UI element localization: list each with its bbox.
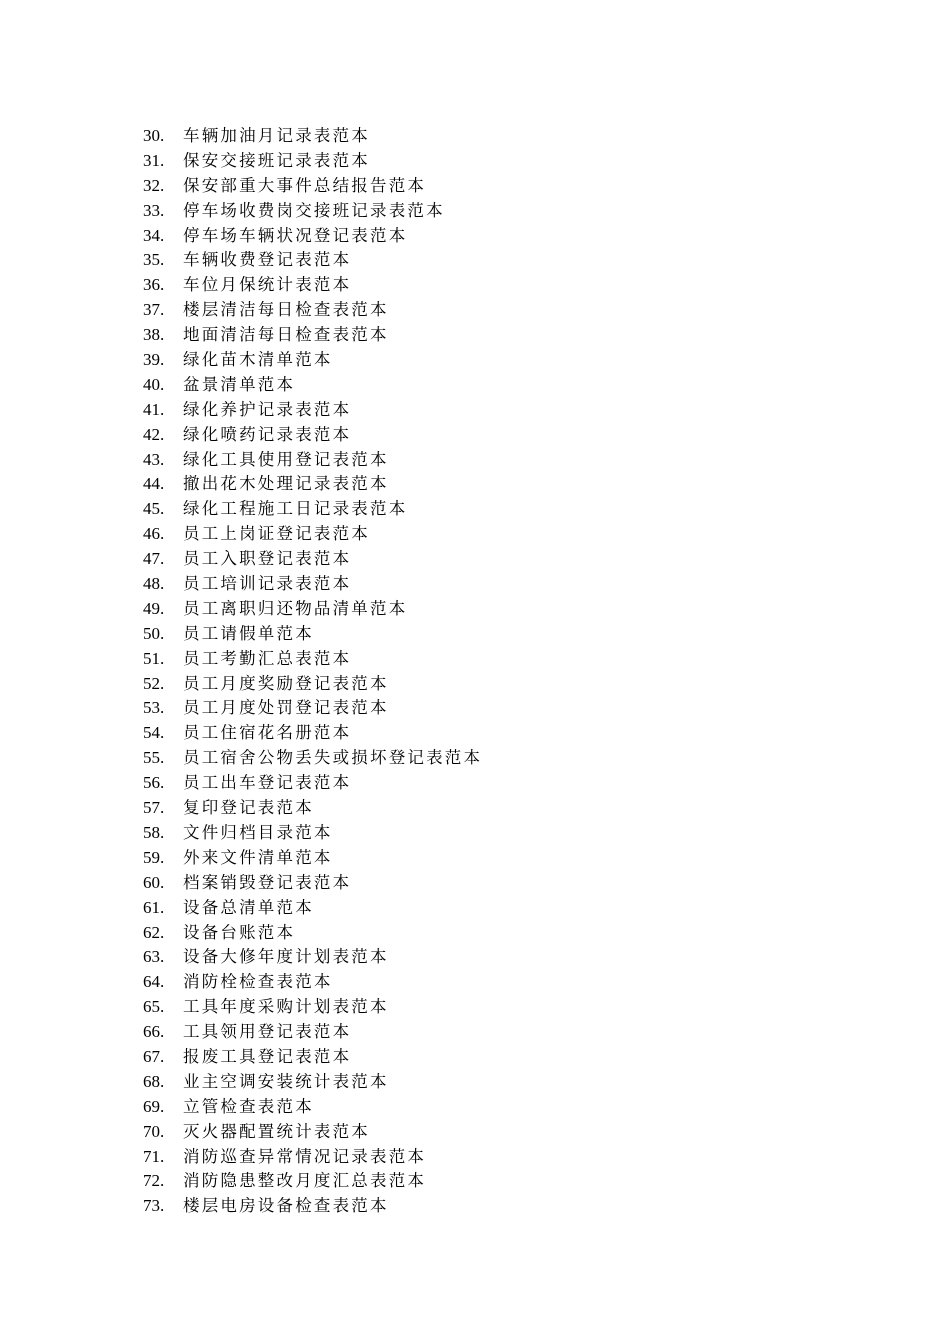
item-title: 员工月度奖励登记表范本	[183, 673, 389, 693]
item-number: 46.	[143, 524, 165, 544]
item-title: 盆景清单范本	[183, 374, 296, 394]
item-title: 绿化工程施工日记录表范本	[183, 499, 408, 519]
list-item	[143, 721, 482, 746]
list-item	[143, 945, 482, 970]
item-title: 灭火器配置统计表范本	[183, 1121, 370, 1141]
template-list	[143, 124, 482, 1219]
item-title: 停车场收费岗交接班记录表范本	[183, 200, 445, 220]
item-title: 绿化苗木清单范本	[183, 350, 333, 370]
item-title: 工具领用登记表范本	[183, 1022, 352, 1042]
item-number: 66.	[143, 1022, 165, 1042]
item-number: 36.	[143, 275, 165, 295]
list-item	[143, 448, 482, 473]
item-number: 55.	[143, 748, 165, 768]
item-number: 53.	[143, 698, 165, 718]
list-item	[143, 1020, 482, 1045]
item-number: 61.	[143, 897, 165, 917]
item-title: 消防隐患整改月度汇总表范本	[183, 1171, 427, 1191]
list-item	[143, 896, 482, 921]
list-item	[143, 597, 482, 622]
list-item	[143, 846, 482, 871]
list-item	[143, 696, 482, 721]
item-number: 58.	[143, 822, 165, 842]
item-number: 33.	[143, 200, 165, 220]
list-item	[143, 871, 482, 896]
list-item	[143, 522, 482, 547]
list-item	[143, 298, 482, 323]
list-item	[143, 1070, 482, 1095]
item-number: 65.	[143, 997, 165, 1017]
list-item	[143, 672, 482, 697]
list-item	[143, 647, 482, 672]
item-title: 员工月度处罚登记表范本	[183, 698, 389, 718]
list-item	[143, 547, 482, 572]
item-title: 消防栓检查表范本	[183, 972, 333, 992]
item-number: 40.	[143, 374, 165, 394]
item-number: 70.	[143, 1121, 165, 1141]
item-title: 档案销毁登记表范本	[183, 872, 352, 892]
item-title: 文件归档目录范本	[183, 822, 333, 842]
item-number: 42.	[143, 424, 165, 444]
item-number: 34.	[143, 225, 165, 245]
list-item	[143, 273, 482, 298]
item-number: 60.	[143, 872, 165, 892]
item-title: 外来文件清单范本	[183, 847, 333, 867]
item-title: 员工宿舍公物丢失或损坏登记表范本	[183, 748, 483, 768]
item-title: 员工住宿花名册范本	[183, 723, 352, 743]
item-number: 32.	[143, 175, 165, 195]
list-item	[143, 497, 482, 522]
item-title: 设备台账范本	[183, 922, 296, 942]
item-number: 72.	[143, 1171, 165, 1191]
item-number: 50.	[143, 623, 165, 643]
item-title: 员工请假单范本	[183, 623, 314, 643]
list-item	[143, 348, 482, 373]
item-title: 楼层清洁每日检查表范本	[183, 300, 389, 320]
list-item	[143, 746, 482, 771]
item-number: 44.	[143, 474, 165, 494]
list-item	[143, 248, 482, 273]
list-item	[143, 1169, 482, 1194]
item-number: 45.	[143, 499, 165, 519]
item-title: 员工出车登记表范本	[183, 773, 352, 793]
item-number: 38.	[143, 325, 165, 345]
item-number: 37.	[143, 300, 165, 320]
item-number: 48.	[143, 574, 165, 594]
list-item	[143, 124, 482, 149]
list-item	[143, 1045, 482, 1070]
item-title: 楼层电房设备检查表范本	[183, 1196, 389, 1216]
item-number: 73.	[143, 1196, 165, 1216]
item-number: 54.	[143, 723, 165, 743]
list-item	[143, 796, 482, 821]
item-title: 绿化工具使用登记表范本	[183, 449, 389, 469]
list-item	[143, 398, 482, 423]
item-number: 62.	[143, 922, 165, 942]
list-item	[143, 771, 482, 796]
list-item	[143, 1194, 482, 1219]
item-title: 工具年度采购计划表范本	[183, 997, 389, 1017]
item-title: 车辆收费登记表范本	[183, 250, 352, 270]
list-item	[143, 472, 482, 497]
item-number: 63.	[143, 947, 165, 967]
item-number: 35.	[143, 250, 165, 270]
item-title: 员工考勤汇总表范本	[183, 648, 352, 668]
list-item	[143, 970, 482, 995]
list-item	[143, 199, 482, 224]
item-number: 47.	[143, 549, 165, 569]
list-item	[143, 174, 482, 199]
item-title: 保安交接班记录表范本	[183, 150, 370, 170]
list-item	[143, 921, 482, 946]
item-title: 停车场车辆状况登记表范本	[183, 225, 408, 245]
item-number: 51.	[143, 648, 165, 668]
item-title: 消防巡查异常情况记录表范本	[183, 1146, 427, 1166]
item-title: 绿化喷药记录表范本	[183, 424, 352, 444]
item-number: 52.	[143, 673, 165, 693]
item-number: 39.	[143, 350, 165, 370]
list-item	[143, 572, 482, 597]
item-number: 69.	[143, 1096, 165, 1116]
list-item	[143, 622, 482, 647]
item-title: 员工入职登记表范本	[183, 549, 352, 569]
item-title: 车辆加油月记录表范本	[183, 126, 370, 145]
item-title: 车位月保统计表范本	[183, 275, 352, 295]
list-item	[143, 1120, 482, 1145]
item-title: 设备总清单范本	[183, 897, 314, 917]
list-item	[143, 373, 482, 398]
item-title: 报废工具登记表范本	[183, 1046, 352, 1066]
list-item	[143, 995, 482, 1020]
list-item	[143, 149, 482, 174]
item-title: 撤出花木处理记录表范本	[183, 474, 389, 494]
list-item	[143, 323, 482, 348]
item-number: 59.	[143, 847, 165, 867]
item-number: 71.	[143, 1146, 165, 1166]
item-title: 设备大修年度计划表范本	[183, 947, 389, 967]
item-title: 地面清洁每日检查表范本	[183, 325, 389, 345]
list-item	[143, 423, 482, 448]
item-title: 业主空调安装统计表范本	[183, 1071, 389, 1091]
list-item	[143, 1095, 482, 1120]
item-number: 56.	[143, 773, 165, 793]
list-item	[143, 1145, 482, 1170]
item-title: 员工上岗证登记表范本	[183, 524, 370, 544]
item-number: 30.	[143, 126, 165, 145]
item-number: 31.	[143, 150, 165, 170]
item-number: 67.	[143, 1046, 165, 1066]
item-number: 49.	[143, 598, 165, 618]
item-title: 立管检查表范本	[183, 1096, 314, 1116]
list-item	[143, 224, 482, 249]
item-number: 41.	[143, 399, 165, 419]
list-item	[143, 821, 482, 846]
item-title: 绿化养护记录表范本	[183, 399, 352, 419]
item-number: 64.	[143, 972, 165, 992]
item-title: 员工离职归还物品清单范本	[183, 598, 408, 618]
item-number: 57.	[143, 798, 165, 818]
item-title: 复印登记表范本	[183, 798, 314, 818]
item-number: 68.	[143, 1071, 165, 1091]
item-title: 员工培训记录表范本	[183, 574, 352, 594]
item-title: 保安部重大事件总结报告范本	[183, 175, 427, 195]
item-number: 43.	[143, 449, 165, 469]
